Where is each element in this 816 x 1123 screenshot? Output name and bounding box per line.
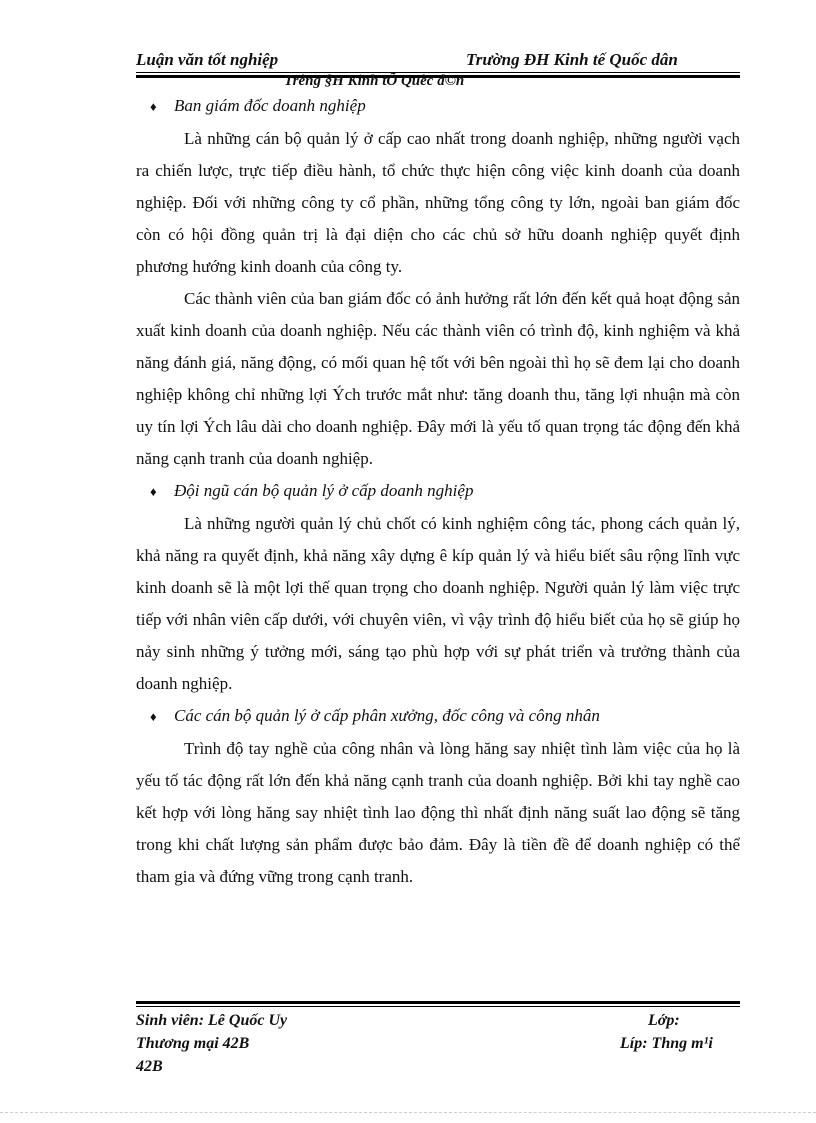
section-heading xyxy=(136,475,740,508)
paragraph: Là những người quản lý chủ chốt có kinh nghiệm công tác, phong cách quản lý, khả năng ra quyết định, khả năng xây dựng ê kíp quản lý và hiểu biết sâu rộng lĩnh vực kinh doanh sẽ là một lợi thế quan trọng cho doanh nghiệp. Người quản lý làm việc trực tiếp với nhân viên cấp dưới, với chuyên viên, vì vậy trình độ hiểu biết của họ sẽ giúp họ nảy sinh những ý tưởng mới, sáng tạo phù hợp với sự phát triển và trưởng thành của doanh nghiệp. xyxy=(136,514,740,693)
class-label: Lớp: xyxy=(648,1012,680,1029)
paragraph: Trình độ tay nghề của công nhân và lòng hăng say nhiệt tình làm việc của họ là yếu tố tác động rất lớn đến khả năng cạnh tranh của doanh nghiệp. Bởi khi tay nghề cao kết hợp với lòng hăng say nhiệt tình lao động thì nhất định năng suất lao động sẽ tăng trong khi chất lượng sản phẩm được bảo đảm. Đây là tiền đề để doanh nghiệp có thể tham gia và đứng vững trong cạnh tranh. xyxy=(136,739,740,886)
class-name: Thương mại 42B xyxy=(136,1035,250,1052)
paragraph: Các thành viên của ban giám đốc có ảnh hưởng rất lớn đến kết quả hoạt động sản xuất kinh doanh của doanh nghiệp. Nếu các thành viên có trình độ, kinh nghiệm và khả năng đánh giá, năng động, có mối quan hệ tốt với bên ngoài thì họ sẽ đem lại cho doanh nghiệp không chỉ những lợi Ých trước mắt như: tăng doanh thu, tăng lợi nhuận mà còn uy tín lợi Ých lâu dài cho doanh nghiệp. Đây mới là yếu tố quan trọng tác động đến khả năng cạnh tranh của doanh nghiệp. xyxy=(136,289,740,468)
document-body xyxy=(136,90,740,893)
paragraph: Là những cán bộ quản lý ở cấp cao nhất trong doanh nghiệp, những người vạch ra chiến lược, trực tiếp điều hành, tổ chức thực hiện công việc kinh doanh của doanh nghiệp. Đối với những công ty cổ phần, những tổng công ty lớn, ngoài ban giám đốc còn có hội đồng quản trị là đại diện cho các chủ sở hữu doanh nghiệp quyết định phương hướng kinh doanh của công ty. xyxy=(136,129,740,276)
university-label-garbled: Trêng §H Kinh tÕ Quèc d©n xyxy=(284,73,465,89)
diamond-bullet-icon: ♦ xyxy=(150,484,157,499)
student-name: Sinh viên: Lê Quốc Uy xyxy=(136,1012,288,1029)
university-label: Trường ĐH Kinh tế Quốc dân xyxy=(466,50,678,69)
section-heading xyxy=(136,90,740,123)
class-suffix: 42B xyxy=(136,1058,163,1075)
footer-rule-thin xyxy=(136,1006,740,1007)
section-heading-text: Đội ngũ cán bộ quản lý ở cấp doanh nghiệp xyxy=(174,481,474,500)
section-heading xyxy=(136,700,740,733)
diamond-bullet-icon: ♦ xyxy=(150,709,157,724)
page-edge-divider xyxy=(0,1112,816,1113)
footer-rule-thick xyxy=(136,1001,740,1004)
class-label-garbled: Líp: Thng m¹i xyxy=(620,1035,713,1052)
section-heading-text: Các cán bộ quản lý ở cấp phân xưởng, đốc công và công nhân xyxy=(174,706,600,725)
thesis-label: Luận văn tốt nghiệp xyxy=(136,50,279,69)
diamond-bullet-icon: ♦ xyxy=(150,99,157,114)
section-heading-text: Ban giám đốc doanh nghiệp xyxy=(174,96,366,115)
